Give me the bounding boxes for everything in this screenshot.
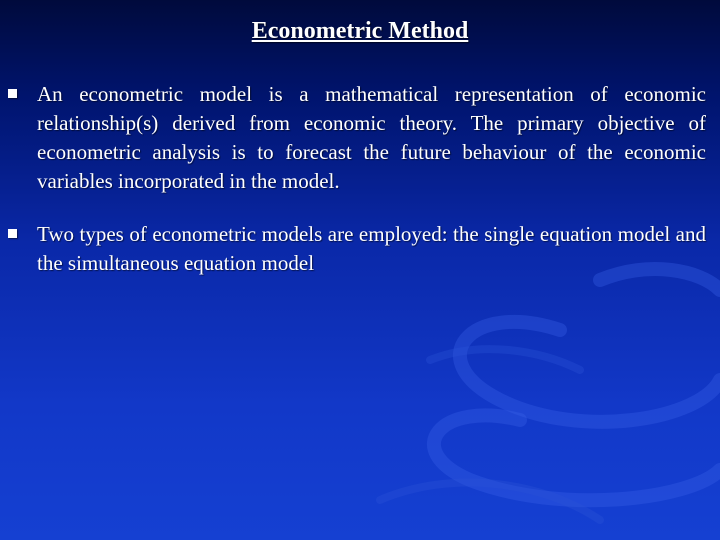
bullet-item <box>0 220 720 278</box>
bullet-item <box>0 80 720 196</box>
bullet-text: Two types of econometric models are employed: the single equation model and the simultaneous equation model <box>37 222 706 275</box>
slide-title: Econometric Method <box>251 18 469 44</box>
square-bullet-icon <box>8 89 17 98</box>
bullet-list <box>0 80 720 302</box>
square-bullet-icon <box>8 229 17 238</box>
bullet-text: An econometric model is a mathematical representation of economic relationship(s) derived from economic theory. The primary objective of econometric analysis is to forecast the future behaviour of the economic variables incorporated in the model. <box>37 82 706 193</box>
